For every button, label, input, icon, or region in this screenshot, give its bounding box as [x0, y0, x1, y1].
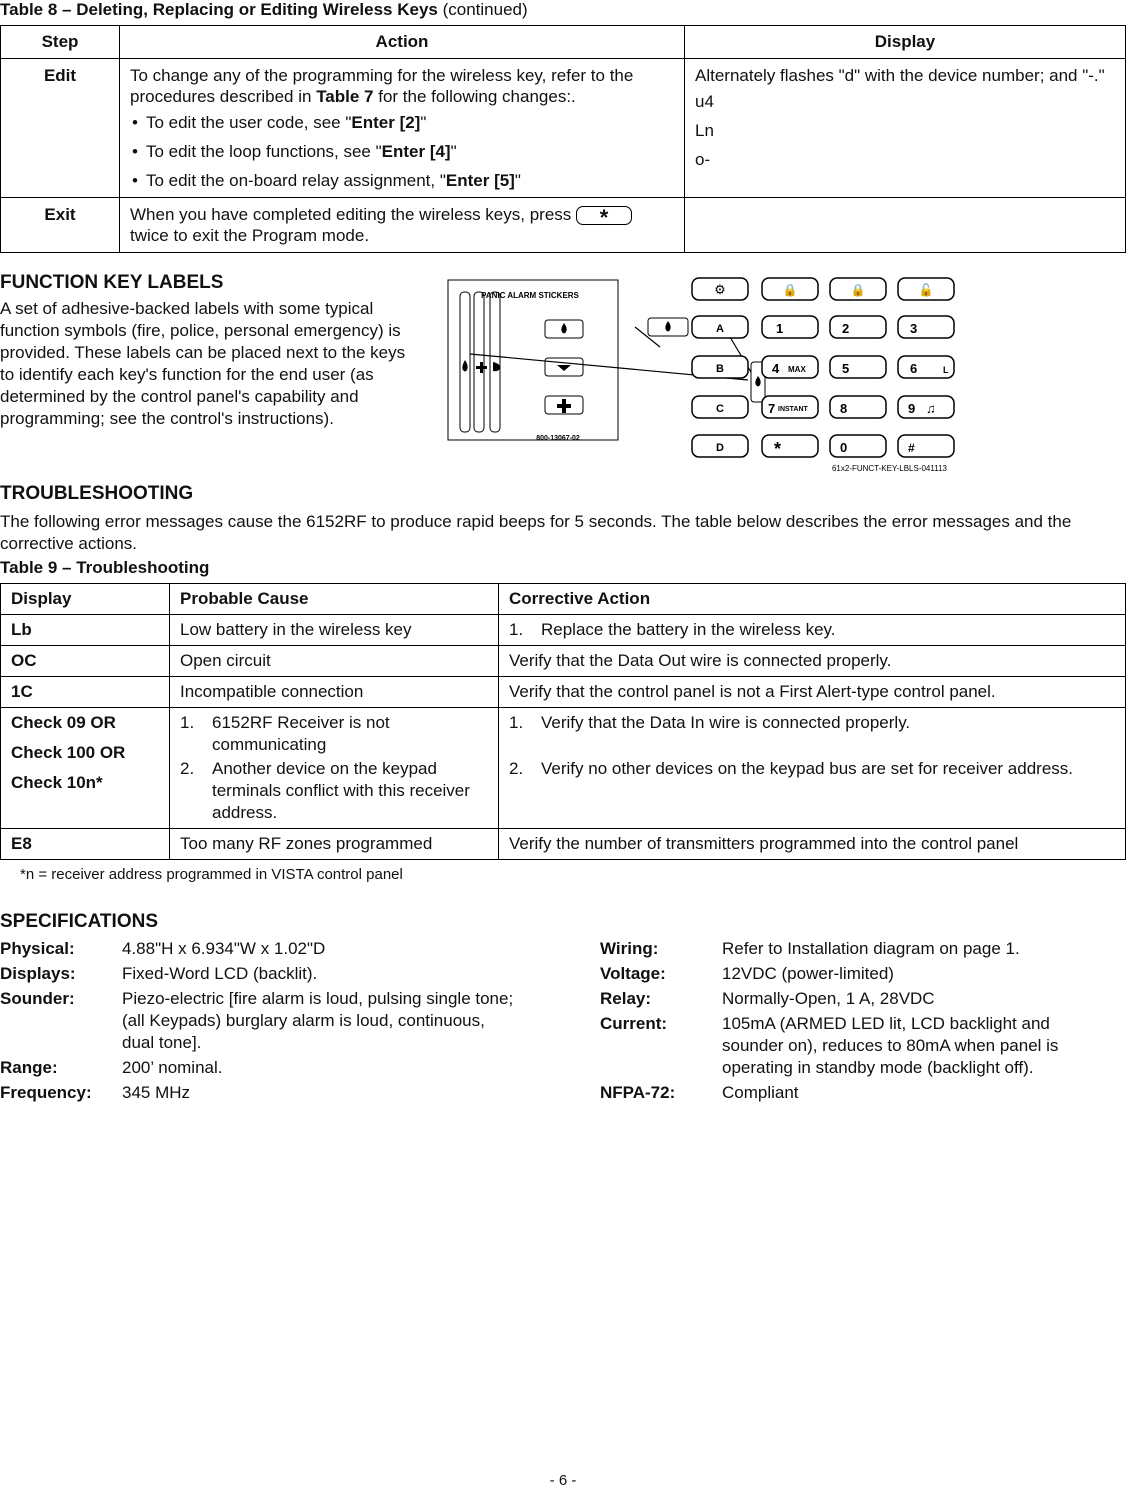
gear-icon: ⚙	[714, 282, 726, 297]
row-action: Verify that the control panel is not a First Alert-type control panel.	[499, 677, 1126, 708]
row-display: Lb	[1, 615, 170, 646]
function-key-figure	[440, 272, 960, 477]
row-display: OC	[1, 646, 170, 677]
function-key-body: A set of adhesive-backed labels with some typical function symbols (fire, police, personal emergency) is provided. These labels can be placed next to the keys to identify each key's function for the end user (as determined by the control panel's capability and programming; see the control's instructions).	[0, 299, 406, 428]
exit-text: When you have completed editing the wireless keys, press	[130, 205, 572, 224]
table8-exit-action	[120, 198, 685, 253]
key-1	[762, 316, 818, 338]
table8-header-display: Display	[685, 26, 1126, 59]
row-action: 1. Verify that the Data In wire is connected properly. 2. Verify no other devices on the keypad bus are set for receiver address.	[499, 708, 1126, 829]
table8-header-action: Action	[120, 26, 685, 59]
key-pound-label: #	[908, 441, 915, 455]
sticker-title: PANIC ALARM STICKERS	[481, 291, 579, 300]
spec-nfpa: NFPA-72: Compliant	[600, 1083, 799, 1102]
key-c-label: C	[716, 403, 724, 415]
row-action: 1. Replace the battery in the wireless key.	[499, 615, 1126, 646]
row-cause: Low battery in the wireless key	[170, 615, 499, 646]
table-row	[1, 615, 1126, 646]
edit-display-flash: Alternately flashes "d" with the device number; and "-."	[695, 66, 1105, 85]
table8	[0, 25, 1126, 253]
spec-frequency: Frequency: 345 MHz	[0, 1083, 191, 1102]
table9-footnote: *n = receiver address programmed in VISTA control panel	[20, 866, 403, 883]
key-3	[898, 316, 954, 338]
spec-sounder: Sounder: Piezo-electric [fire alarm is loud, pulsing single tone; (all Keypads) burglary alarm is loud, continuous, dual tone].	[0, 989, 514, 1052]
table-row	[1, 829, 1126, 860]
key-pound	[898, 435, 954, 457]
spec-relay: Relay: Normally-Open, 1 A, 28VDC	[600, 989, 935, 1008]
specifications-heading: SPECIFICATIONS	[0, 911, 158, 932]
table-row	[1, 646, 1126, 677]
spec-current: Current: 105mA (ARMED LED lit, LCD backlight and sounder on), reduces to 80mA when panel is operating in standby mode (backlight off).	[600, 1014, 1059, 1077]
lock-away-icon: 🔒	[782, 283, 798, 297]
table-row	[1, 708, 1126, 829]
table8-row-edit	[1, 59, 1126, 198]
table8-caption	[0, 0, 900, 20]
edit-intro-table-ref: Table 7	[316, 87, 374, 106]
table8-edit-action	[120, 59, 685, 198]
row-action: Verify the number of transmitters programmed into the control panel	[499, 829, 1126, 860]
lock-night-icon: 🔓	[918, 283, 934, 297]
key-6-l-label: L	[943, 365, 949, 375]
table8-edit-display	[685, 59, 1126, 198]
sticker-code: 800-13067-02	[536, 435, 580, 442]
spec-voltage: Voltage: 12VDC (power-limited)	[600, 964, 894, 983]
key-5	[830, 356, 886, 378]
key-6-label: 6	[910, 361, 918, 376]
table8-edit-step: Edit	[1, 59, 120, 198]
keypad	[692, 278, 954, 459]
table9-caption: Table 9 – Troubleshooting	[0, 558, 210, 577]
key-0	[830, 435, 886, 457]
lock-stay-icon: 🔒	[850, 283, 866, 297]
table-row	[1, 677, 1126, 708]
troubleshooting-intro: The following error messages cause the 6152RF to produce rapid beeps for 5 seconds. The table below describes the error messages and the corrective actions.	[0, 512, 1072, 553]
key-0-label: 0	[840, 440, 848, 455]
row-cause: Too many RF zones programmed	[170, 829, 499, 860]
key-4-label: 4	[772, 361, 780, 376]
row-cause: 1. 6152RF Receiver is not communicating 2. Another device on the keypad terminals conflict with this receiver address.	[170, 708, 499, 829]
row-cause: Open circuit	[170, 646, 499, 677]
edit-intro: To change any of the programming for the wireless key, refer to the procedures described in	[130, 66, 634, 106]
function-key-heading: FUNCTION KEY LABELS	[0, 272, 224, 293]
spec-displays: Displays: Fixed-Word LCD (backlit).	[0, 964, 318, 983]
key-star-label: *	[774, 439, 782, 459]
chime-note-icon: ♫	[926, 401, 936, 416]
edit-display-u4: u4	[695, 92, 714, 111]
troubleshooting-heading: TROUBLESHOOTING	[0, 483, 194, 504]
table8-caption-continued: (continued)	[442, 0, 528, 19]
star-key-icon: *	[576, 206, 632, 225]
row-display: E8	[1, 829, 170, 860]
figure-code: 61x2-FUNCT-KEY-LBLS-041113	[831, 464, 947, 473]
key-7-instant-label: INSTANT	[778, 406, 808, 413]
edit-bullet-loop-functions: • To edit the loop functions, see "Enter [4]"	[130, 141, 674, 162]
specs-right	[600, 938, 1100, 1107]
key-d-label: D	[716, 442, 724, 454]
key-5-label: 5	[842, 361, 850, 376]
spec-physical: Physical: 4.88"H x 6.934"W x 1.02"D	[0, 939, 326, 958]
key-b-label: B	[716, 363, 724, 375]
table8-row-exit	[1, 198, 1126, 253]
table9-header-cause: Probable Cause	[170, 584, 499, 615]
edit-intro-end: for the following changes:.	[378, 87, 576, 106]
table8-caption-title: Table 8 – Deleting, Replacing or Editing Wireless Keys	[0, 0, 438, 19]
key-star	[762, 435, 818, 457]
key-2	[830, 316, 886, 338]
key-4-max-label: MAX	[788, 365, 806, 374]
key-3-label: 3	[910, 321, 918, 336]
spec-wiring: Wiring: Refer to Installation diagram on page 1.	[600, 939, 1020, 958]
edit-bullet-user-code: • To edit the user code, see "Enter [2]"	[130, 112, 674, 133]
row-display: Check 09 OR Check 100 OR Check 10n*	[1, 708, 170, 829]
edit-display-ln: Ln	[695, 121, 714, 140]
key-8-label: 8	[840, 401, 848, 416]
spec-range: Range: 200’ nominal.	[0, 1058, 223, 1077]
edit-display-o: o-	[695, 150, 711, 169]
key-8	[830, 396, 886, 418]
page-number: - 6 -	[549, 1472, 577, 1489]
row-action: Verify that the Data Out wire is connected properly.	[499, 646, 1126, 677]
row-display: 1C	[1, 677, 170, 708]
table8-exit-step: Exit	[1, 198, 120, 253]
key-1-label: 1	[776, 321, 784, 336]
row-cause: Incompatible connection	[170, 677, 499, 708]
exit-text-end: twice to exit the Program mode.	[130, 226, 370, 246]
edit-bullet-relay: • To edit the on-board relay assignment, "Enter [5]"	[130, 170, 674, 191]
specs-left	[0, 938, 520, 1107]
table9	[0, 583, 1126, 860]
key-a-label: A	[716, 323, 724, 335]
key-9-label: 9	[908, 401, 916, 416]
table8-exit-display	[685, 198, 1126, 253]
table9-header-action: Corrective Action	[499, 584, 1126, 615]
table9-header-display: Display	[1, 584, 170, 615]
table8-header-step: Step	[1, 26, 120, 59]
key-2-label: 2	[842, 321, 850, 336]
key-7-label: 7	[768, 401, 776, 416]
